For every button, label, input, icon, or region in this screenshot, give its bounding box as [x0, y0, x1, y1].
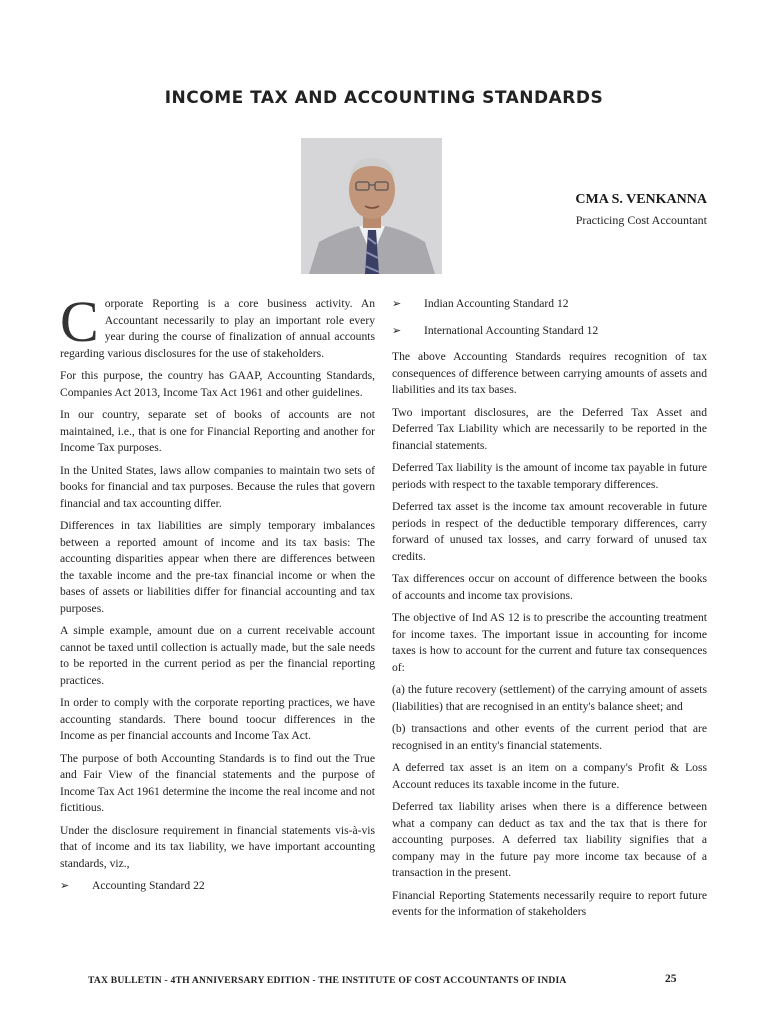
left-column: [60, 289, 375, 905]
paragraph: Deferred tax liability arises when there is a difference between what a company can deduct as tax and the tax that is there for accounting purposes. A deferred tax liability signifies that a company may in the future pay more income tax because of a transaction in the present.: [392, 800, 707, 879]
arrow-bullet-icon: ➢: [392, 324, 402, 337]
bullet-item: ➢ Accounting Standard 22: [60, 878, 375, 895]
author-role: Practicing Cost Accountant: [575, 213, 707, 227]
paragraph: (b) transactions and other events of the current period that are recognised in an entity's financial statements.: [392, 722, 707, 752]
paragraph: In the United States, laws allow companies to maintain two sets of books for financial and tax purposes. Because the rules that govern financial and tax accounting differ.: [60, 463, 375, 510]
paragraph: Tax differences occur on account of difference between the books of accounts and income tax provisions.: [392, 572, 707, 602]
paragraph: The purpose of both Accounting Standards is to find out the True and Fair View of the financial statements and the purpose of Income Tax Act 1961 determine the income the real income and not fictitious.: [60, 751, 375, 814]
page-number: 25: [665, 973, 677, 985]
paragraph: Two important disclosures, are the Deferred Tax Asset and Deferred Tax Liability which are necessarily to be reported in the financial statements.: [392, 405, 707, 452]
arrow-bullet-icon: ➢: [392, 298, 402, 310]
page-footer: TAX BULLETIN - 4TH ANNIVERSARY EDITION - THE INSTITUTE OF COST ACCOUNTANTS OF INDIA: [88, 975, 567, 986]
paragraph: Deferred Tax liability is the amount of income tax payable in future periods with respect to the taxable temporary differences.: [392, 461, 707, 491]
author-photo: [301, 138, 442, 274]
author-block: [575, 192, 707, 228]
paragraph: The objective of Ind AS 12 is to prescribe the accounting treatment for income taxes. The important issue in accounting for income taxes is how to account for the current and future tax consequences of:: [392, 611, 707, 674]
right-column: [392, 296, 707, 927]
paragraph: Deferred tax asset is the income tax amount recoverable in future periods in respect of the deductible temporary differences, carry forward of unused tax losses, and carry forward of unused tax credits.: [392, 500, 707, 563]
paragraph: In our country, separate set of books of accounts are not maintained, i.e., that is one for Financial Reporting and another for Income Tax purposes.: [60, 408, 375, 454]
paragraph: A deferred tax asset is an item on a company's Profit & Loss Account reduces its taxable income in the future.: [392, 761, 707, 791]
drop-cap: C: [60, 289, 99, 354]
paragraph: (a) the future recovery (settlement) of the carrying amount of assets (liabilities) that are recognised in an entity's balance sheet; and: [392, 683, 707, 713]
bullet-item: ➢ Indian Accounting Standard 12: [392, 296, 707, 313]
article-title: INCOME TAX AND ACCOUNTING STANDARDS: [164, 88, 604, 108]
paragraph: The above Accounting Standards requires recognition of tax consequences of difference between carrying amounts of assets and liabilities and its tax bases.: [392, 350, 707, 396]
paragraph: Differences in tax liabilities are simply temporary imbalances between a reported amount of income and its tax basis: The accounting disparities appear when there are differences between the taxable income and the pre-tax financial income or when the bases of assets or liabilities differ for financial accounting and tax purposes.: [60, 519, 375, 615]
paragraph: Financial Reporting Statements necessarily require to report future events for the information of stakeholders: [392, 888, 707, 918]
paragraph: A simple example, amount due on a current receivable account cannot be taxed until collection is actually made, but the sale needs to be reported in the current period as per the financial reporting practices.: [60, 624, 375, 687]
paragraph: Corporate Reporting is a core business activity. An Accountant necessarily to play an important role every year during the course of finalization of annual accounts regarding various disclosures for the use of stakeholders.: [60, 289, 375, 360]
author-name: CMA S. VENKANNA: [575, 192, 707, 207]
paragraph: For this purpose, the country has GAAP, Accounting Standards, Companies Act 2013, Income Tax Act 1961 and other guidelines.: [60, 369, 375, 399]
arrow-bullet-icon: ➢: [60, 880, 70, 892]
paragraph: Under the disclosure requirement in financial statements vis-à-vis that of income and its tax liability, we have important accounting standards, viz.,: [60, 823, 375, 870]
bullet-item: ➢ International Accounting Standard 12: [392, 323, 707, 340]
paragraph: In order to comply with the corporate reporting practices, we have accounting standards. There bound toocur differences in the Income as per financial accounts and Income Tax Act.: [60, 696, 375, 742]
